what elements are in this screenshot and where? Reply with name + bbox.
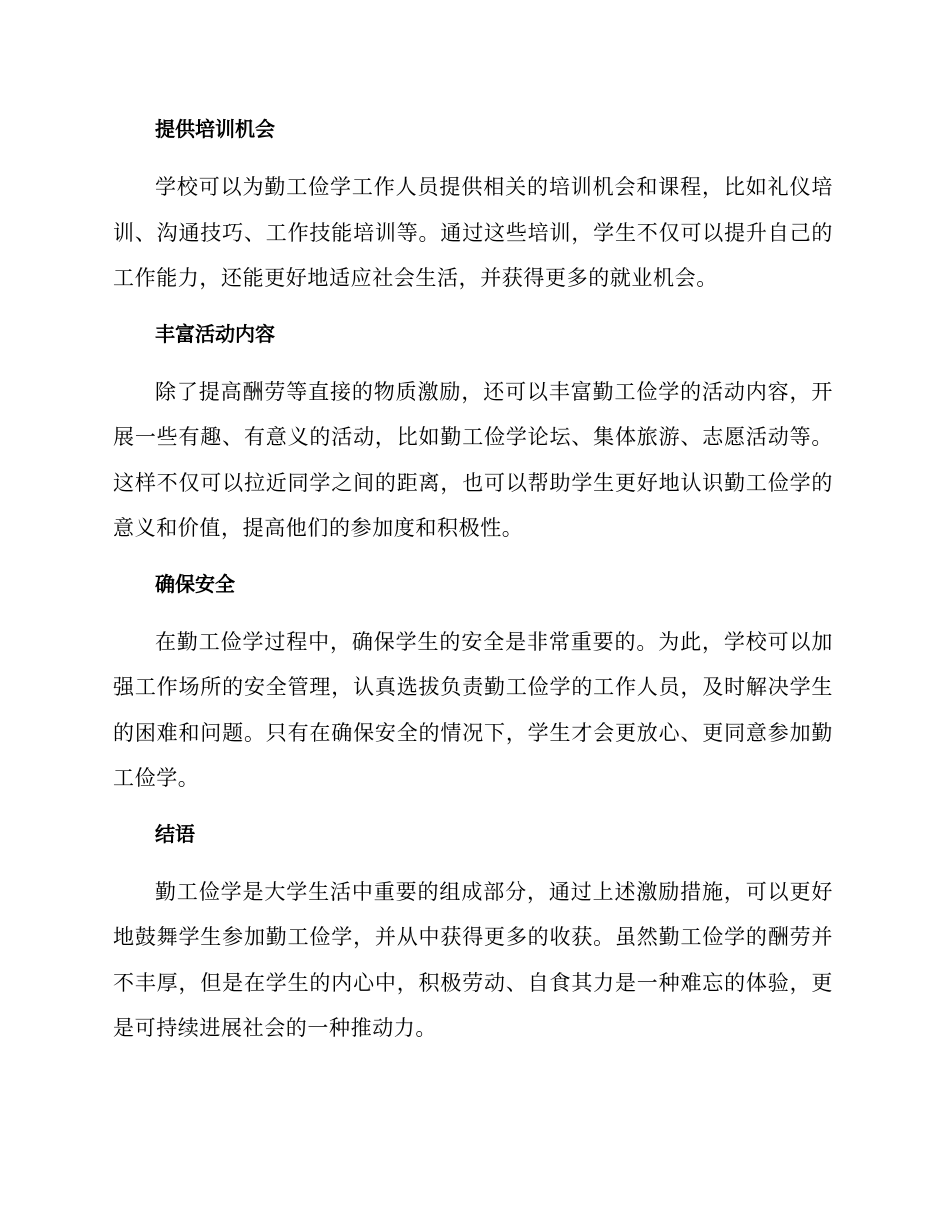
section-training [113,107,833,302]
section-safety [113,562,833,802]
section-heading: 结语 [155,821,195,846]
section-paragraph: 在勤工俭学过程中，确保学生的安全是非常重要的。为此，学校可以加强工作场所的安全管理，认真选拔负责勤工俭学的工作人员，及时解决学生的困难和问题。只有在确保安全的情况下，学生才会更放心、更同意参加勤工俭学。 [113,629,833,790]
section-heading: 丰富活动内容 [155,321,275,346]
section-heading: 确保安全 [155,571,235,596]
section-heading: 提供培训机会 [155,117,275,141]
document-page [113,107,833,1062]
section-conclusion [113,812,833,1052]
section-activities [113,312,833,552]
section-paragraph: 学校可以为勤工俭学工作人员提供相关的培训机会和课程，比如礼仪培训、沟通技巧、工作技能培训等。通过这些培训，学生不仅可以提升自己的工作能力，还能更好地适应社会生活，并获得更多的就业机会。 [113,175,833,290]
section-paragraph: 勤工俭学是大学生活中重要的组成部分，通过上述激励措施，可以更好地鼓舞学生参加勤工俭学，并从中获得更多的收获。虽然勤工俭学的酬劳并不丰厚，但是在学生的内心中，积极劳动、自食其力是一种难忘的体验，更是可持续进展社会的一种推动力。 [113,879,833,1040]
section-paragraph: 除了提高酬劳等直接的物质激励，还可以丰富勤工俭学的活动内容，开展一些有趣、有意义的活动，比如勤工俭学论坛、集体旅游、志愿活动等。这样不仅可以拉近同学之间的距离，也可以帮助学生更好地认识勤工俭学的意义和价值，提高他们的参加度和积极性。 [113,379,833,540]
